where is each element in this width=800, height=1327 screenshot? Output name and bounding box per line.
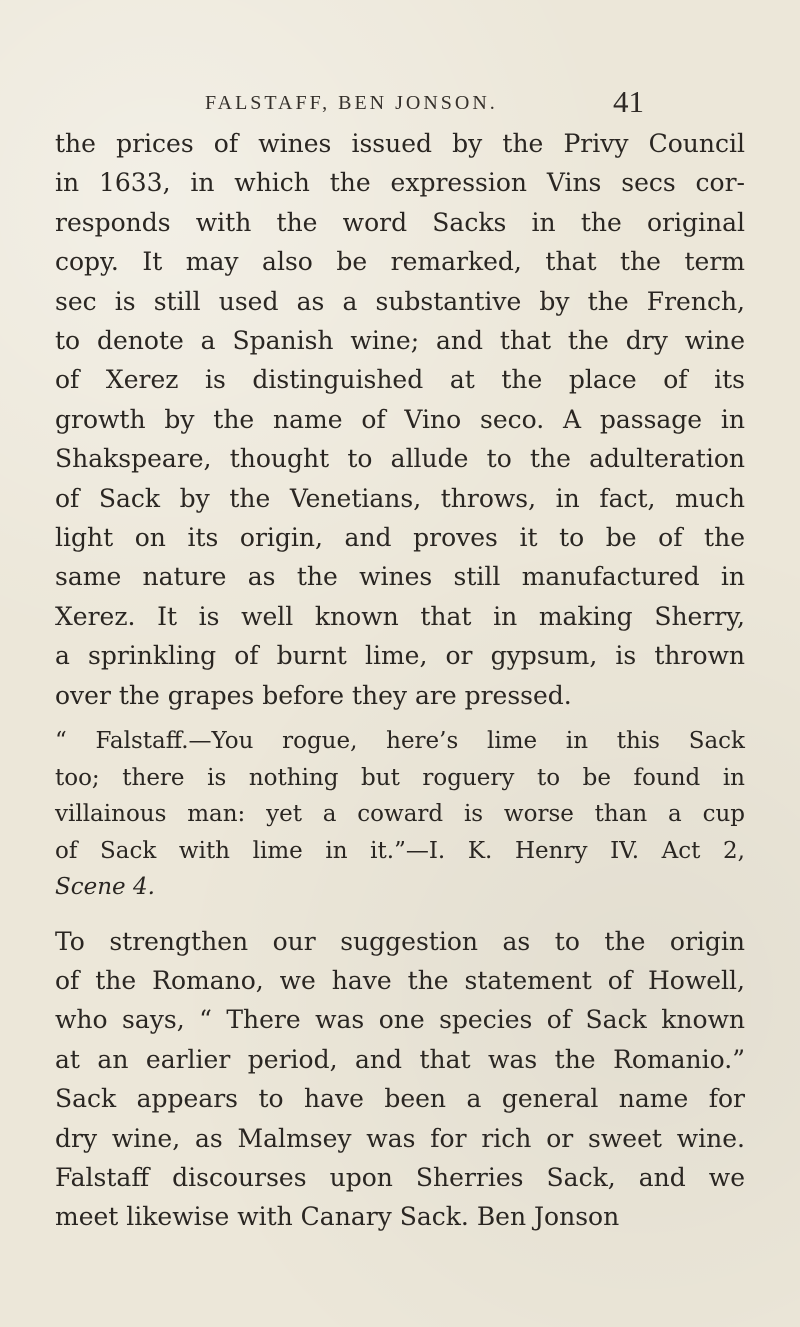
- paragraph-line: a sprinkling of burnt lime, or gypsum, is thrown: [55, 641, 745, 671]
- paragraph-line: Falstaff discourses upon Sherries Sack, and we: [55, 1163, 745, 1193]
- paragraph-line: To strengthen our suggestion as to the origin: [55, 926, 745, 956]
- paragraph-1: [55, 124, 745, 715]
- quotation-line: of Sack with lime in it.”—I. K. Henry IV. Act 2,: [55, 837, 745, 864]
- paragraph-line: growth by the name of Vino seco. A passage in: [55, 404, 745, 434]
- paragraph-line: at an earlier period, and that was the Romanio.”: [55, 1044, 745, 1074]
- quotation-line: “ Falstaff.—You rogue, here’s lime in this Sack: [55, 728, 745, 755]
- paragraph-line: of the Romano, we have the statement of Howell,: [55, 966, 745, 995]
- paragraph-line: over the grapes before they are pressed.: [55, 680, 572, 710]
- paragraph-line: in 1633, in which the expression Vins secs cor-: [55, 168, 745, 198]
- running-head: [0, 84, 800, 120]
- paragraph-line: who says, “ There was one species of Sack known: [55, 1005, 745, 1035]
- spacer: [55, 906, 745, 922]
- page-number: 41: [613, 84, 644, 119]
- paragraph-line: meet likewise with Canary Sack. Ben Jonson: [55, 1202, 620, 1232]
- main-text-block: [55, 124, 745, 1237]
- quotation-line: Scene 4.: [55, 874, 155, 901]
- paragraph-line: of Sack by the Venetians, throws, in fact, much: [55, 483, 745, 513]
- paragraph-line: Shakspeare, thought to allude to the adulteration: [55, 444, 745, 474]
- paragraph-line: of Xerez is distinguished at the place of its: [55, 365, 745, 395]
- paragraph-line: copy. It may also be remarked, that the term: [55, 247, 745, 277]
- spacer: [55, 715, 745, 723]
- paragraph-line: dry wine, as Malmsey was for rich or sweet wine.: [55, 1123, 745, 1153]
- paragraph-line: the prices of wines issued by the Privy Council: [55, 129, 745, 158]
- running-title: FALSTAFF, BEN JONSON.: [205, 92, 498, 114]
- quotation-block: [55, 723, 745, 906]
- paragraph-line: sec is still used as a substantive by the French,: [55, 286, 745, 316]
- paragraph-line: responds with the word Sacks in the original: [55, 207, 745, 237]
- quotation-line: villainous man: yet a coward is worse than a cup: [55, 801, 745, 828]
- paragraph-line: Sack appears to have been a general name for: [55, 1084, 745, 1114]
- paragraph-line: same nature as the wines still manufactured in: [55, 562, 745, 592]
- quotation-line: too; there is nothing but roguery to be found in: [55, 764, 745, 791]
- paragraph-line: Xerez. It is well known that in making Sherry,: [55, 601, 745, 631]
- paragraph-line: to denote a Spanish wine; and that the dry wine: [55, 326, 745, 356]
- paragraph-line: light on its origin, and proves it to be of the: [55, 523, 745, 553]
- paragraph-2: [55, 922, 745, 1237]
